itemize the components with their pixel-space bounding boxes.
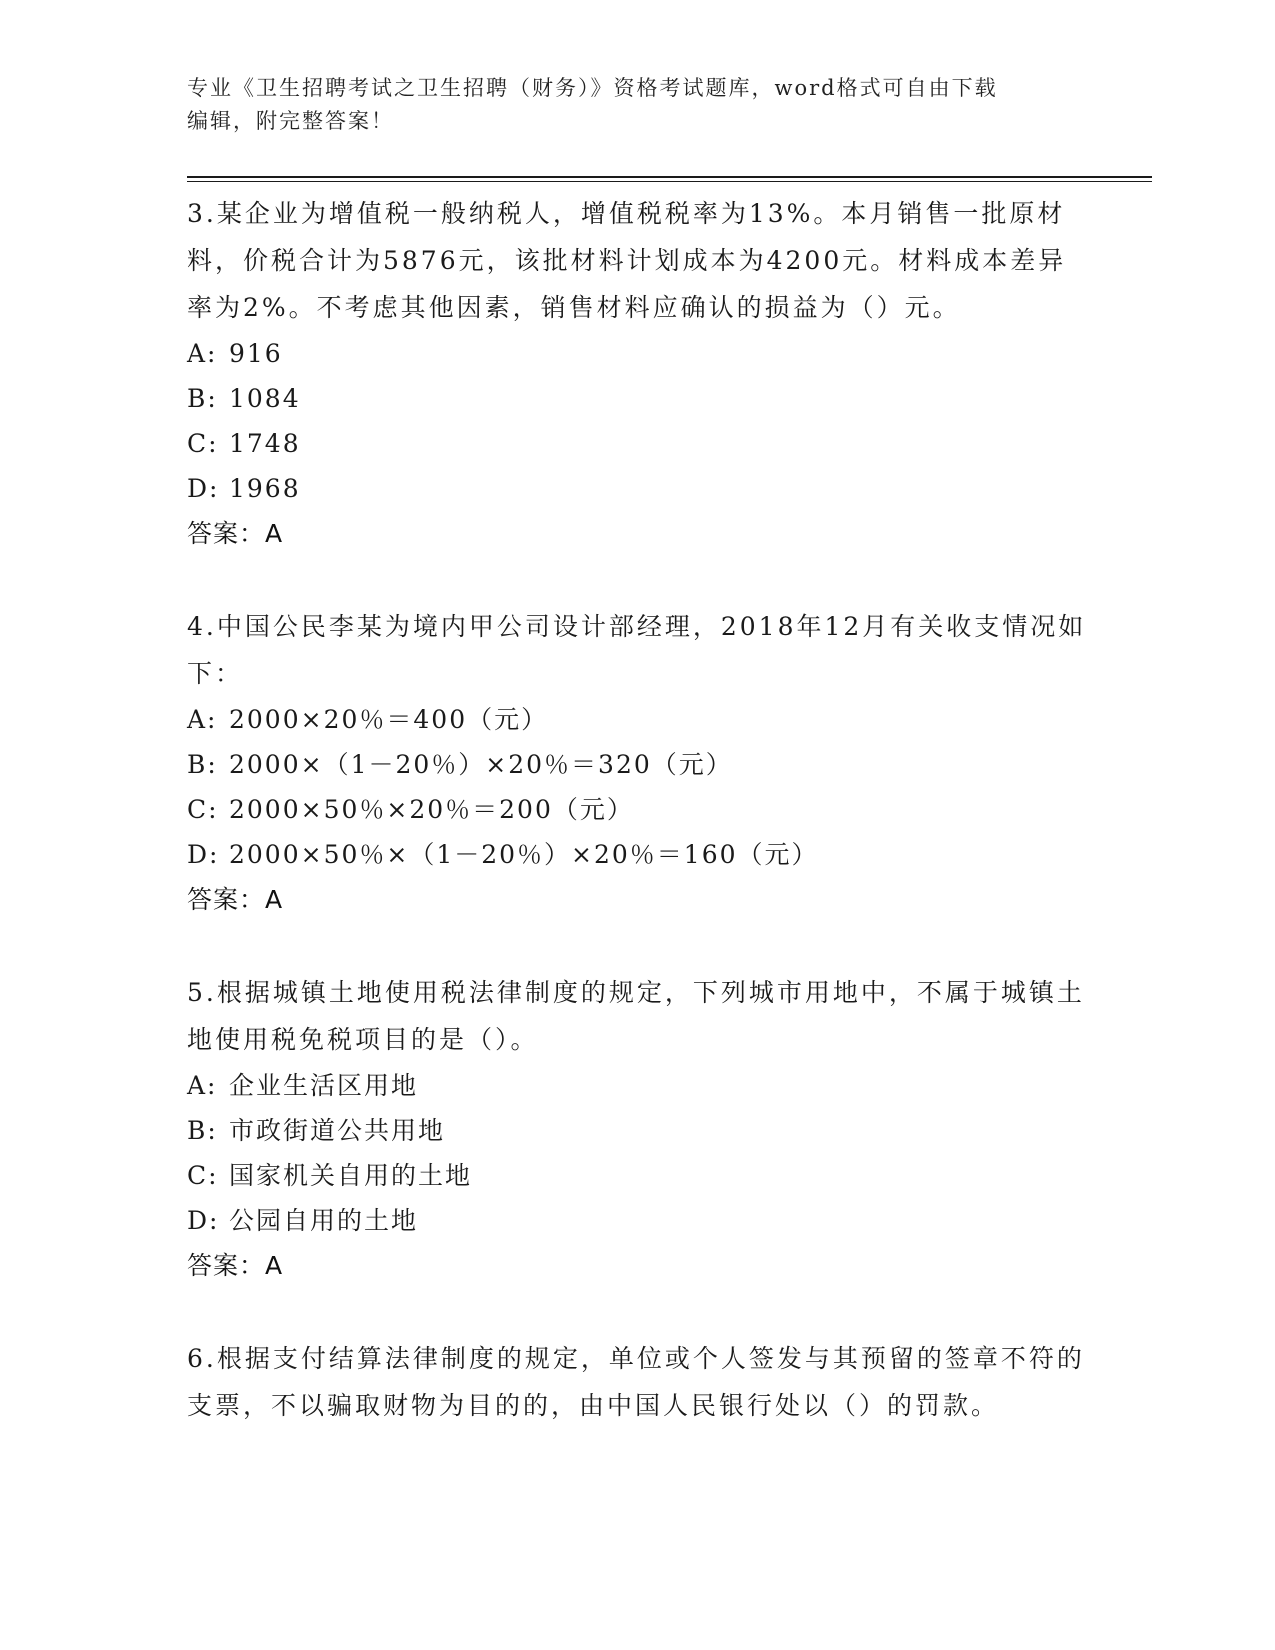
option-key: D: — [187, 1206, 220, 1235]
question-text: 5.根据城镇土地使用税法律制度的规定，下列城市用地中，不属于城镇土地使用税免税项目的是（）。 — [187, 978, 1085, 1054]
answer-line: 答案：A — [187, 885, 284, 914]
question-text: 4.中国公民李某为境内甲公司设计部经理，2018年12月有关收支情况如下： — [187, 612, 1087, 688]
option-key: B: — [187, 1116, 218, 1145]
option-key: C: — [187, 429, 219, 458]
option-key: D: — [187, 840, 220, 869]
option-d — [187, 1198, 1087, 1243]
option-text: 1968 — [229, 474, 301, 503]
question-5 — [187, 969, 1087, 1288]
option-b — [187, 376, 1087, 421]
header-line-2: 编辑，附完整答案！ — [187, 109, 394, 133]
option-text: 916 — [229, 339, 283, 368]
option-text: 2000×50％×20％＝200（元） — [229, 795, 634, 824]
option-text: 1084 — [229, 384, 301, 413]
option-key: C: — [187, 1161, 219, 1190]
option-a — [187, 697, 1087, 742]
question-3 — [187, 190, 1087, 556]
option-text: 国家机关自用的土地 — [229, 1161, 473, 1190]
question-list — [187, 190, 1087, 1476]
option-key: A: — [187, 1071, 218, 1100]
option-d — [187, 832, 1087, 877]
option-key: B: — [187, 384, 218, 413]
header-line-1: 专业《卫生招聘考试之卫生招聘（财务）》资格考试题库，word格式可自由下载 — [187, 76, 998, 100]
question-text: 6.根据支付结算法律制度的规定，单位或个人签发与其预留的签章不符的支票，不以骗取财物为目的的，由中国人民银行处以（）的罚款。 — [187, 1344, 1085, 1420]
option-key: A: — [187, 339, 218, 368]
header-divider-top — [187, 176, 1152, 178]
answer-line: 答案：A — [187, 519, 284, 548]
option-text: 公园自用的土地 — [229, 1206, 419, 1235]
option-text: 企业生活区用地 — [229, 1071, 419, 1100]
answer-line: 答案：A — [187, 1251, 284, 1280]
question-6 — [187, 1335, 1087, 1429]
option-key: C: — [187, 795, 219, 824]
option-key: A: — [187, 705, 218, 734]
option-text: 市政街道公共用地 — [229, 1116, 446, 1145]
option-c — [187, 787, 1087, 832]
document-header — [187, 72, 1087, 138]
option-key: D: — [187, 474, 220, 503]
option-d — [187, 466, 1087, 511]
option-key: B: — [187, 750, 218, 779]
option-c — [187, 421, 1087, 466]
option-text: 2000×50％×（1－20％）×20％＝160（元） — [229, 840, 819, 869]
header-divider-bottom — [187, 181, 1152, 182]
question-4 — [187, 603, 1087, 922]
option-text: 2000×（1－20％）×20％＝320（元） — [229, 750, 733, 779]
option-a — [187, 331, 1087, 376]
option-c — [187, 1153, 1087, 1198]
option-text: 1748 — [229, 429, 301, 458]
option-b — [187, 1108, 1087, 1153]
option-text: 2000×20％＝400（元） — [229, 705, 549, 734]
question-text: 3.某企业为增值税一般纳税人，增值税税率为13%。本月销售一批原材料，价税合计为5876元，该批材料计划成本为4200元。材料成本差异率为2%。不考虑其他因素，销售材料应确认的损益为（）元。 — [187, 199, 1067, 322]
option-b — [187, 742, 1087, 787]
option-a — [187, 1063, 1087, 1108]
